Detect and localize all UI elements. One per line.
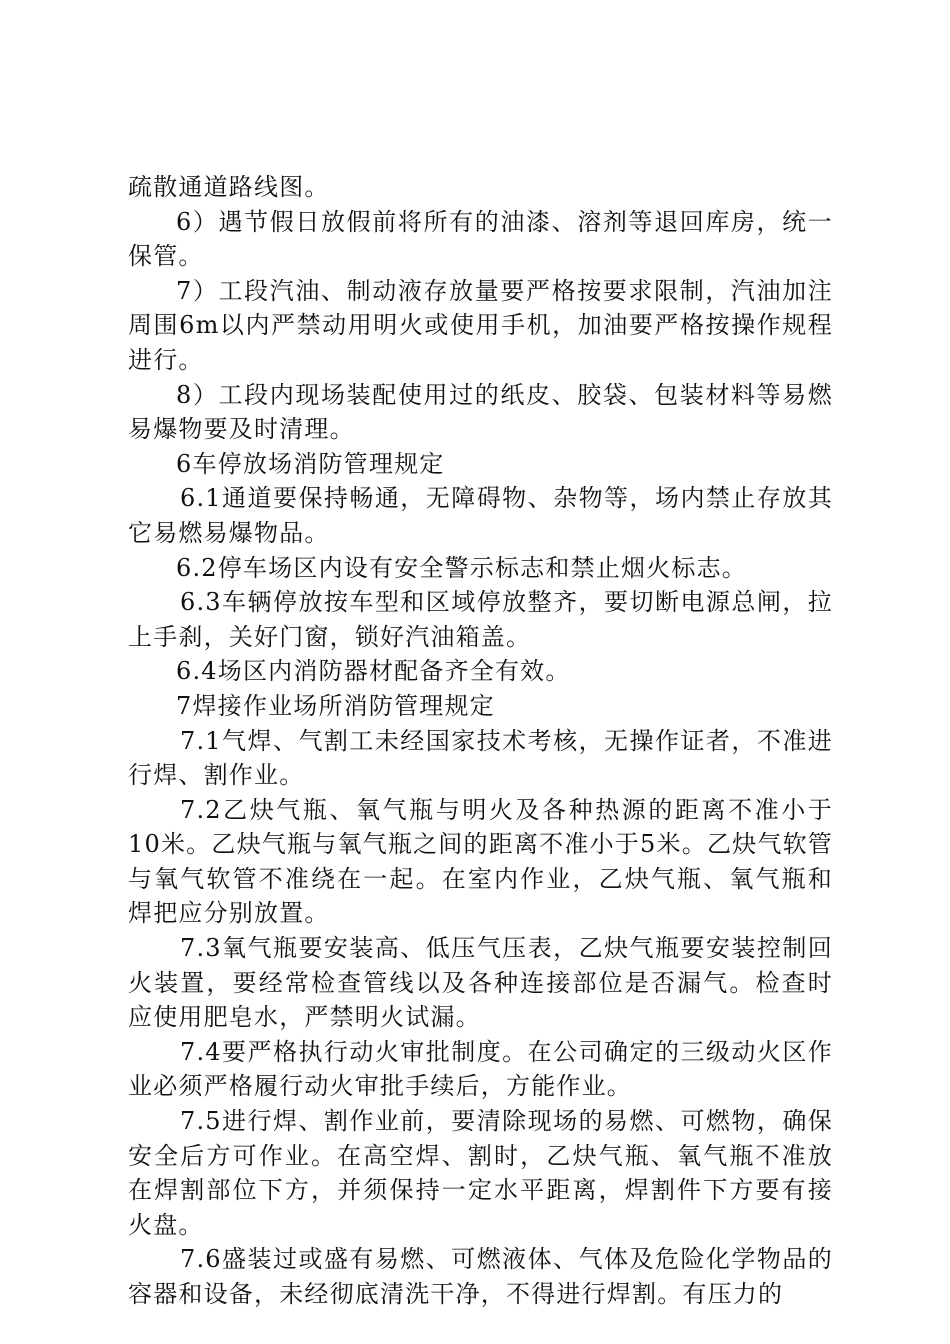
paragraph-7-6: 7.6盛装过或盛有易燃、可燃液体、气体及危险化学物品的容器和设备，未经彻底清洗干净，不得进行焊割。有压力的 — [128, 1245, 833, 1308]
section-heading-7: 7焊接作业场所消防管理规定 — [176, 691, 495, 720]
paragraph-6-3: 6.3车辆停放按车型和区域停放整齐，要切断电源总闸，拉上手刹，关好门窗，锁好汽油箱盖。 — [128, 588, 833, 651]
paragraph-6-4: 6.4场区内消防器材配备齐全有效。 — [176, 657, 571, 686]
paragraph-7-3: 7.3氧气瓶要安装高、低压气压表，乙炔气瓶要安装控制回火装置，要经常检查管线以及各种连接部位是否漏气。检查时应使用肥皂水，严禁明火试漏。 — [128, 934, 833, 1032]
section-heading-6: 6车停放场消防管理规定 — [176, 449, 445, 478]
paragraph-7-2: 7.2乙炔气瓶、氧气瓶与明火及各种热源的距离不准小于10米。乙炔气瓶与氧气瓶之间的距离不准小于5米。乙炔气软管与氧气软管不准绕在一起。在室内作业，乙炔气瓶、氧气瓶和焊把应分别放置。 — [128, 795, 833, 928]
paragraph-7-1: 7.1气焊、气割工未经国家技术考核，无操作证者，不准进行焊、割作业。 — [128, 726, 833, 790]
paragraph-continuation: 疏散通道路线图。 — [128, 173, 330, 201]
paragraph-item-7: 7）工段汽油、制动液存放量要严格按要求限制，汽油加注周围6m以内严禁动用明火或使用手机，加油要严格按操作规程进行。 — [128, 276, 833, 374]
document-body — [128, 170, 833, 1312]
paragraph-item-6: 6）遇节假日放假前将所有的油漆、溶剂等退回库房，统一保管。 — [128, 207, 833, 271]
paragraph-6-1: 6.1通道要保持畅通，无障碍物、杂物等，场内禁止存放其它易燃易爆物品。 — [128, 484, 833, 547]
paragraph-6-2: 6.2停车场区内设有安全警示标志和禁止烟火标志。 — [176, 553, 747, 582]
paragraph-item-8: 8）工段内现场装配使用过的纸皮、胶袋、包装材料等易燃易爆物要及时清理。 — [128, 380, 833, 444]
paragraph-7-4: 7.4要严格执行动火审批制度。在公司确定的三级动火区作业必须严格履行动火审批手续后，方能作业。 — [128, 1037, 833, 1101]
paragraph-7-5: 7.5进行焊、割作业前，要清除现场的易燃、可燃物，确保安全后方可作业。在高空焊、割时，乙炔气瓶、氧气瓶不准放在焊割部位下方，并须保持一定水平距离，焊割件下方要有接火盘。 — [128, 1107, 833, 1239]
